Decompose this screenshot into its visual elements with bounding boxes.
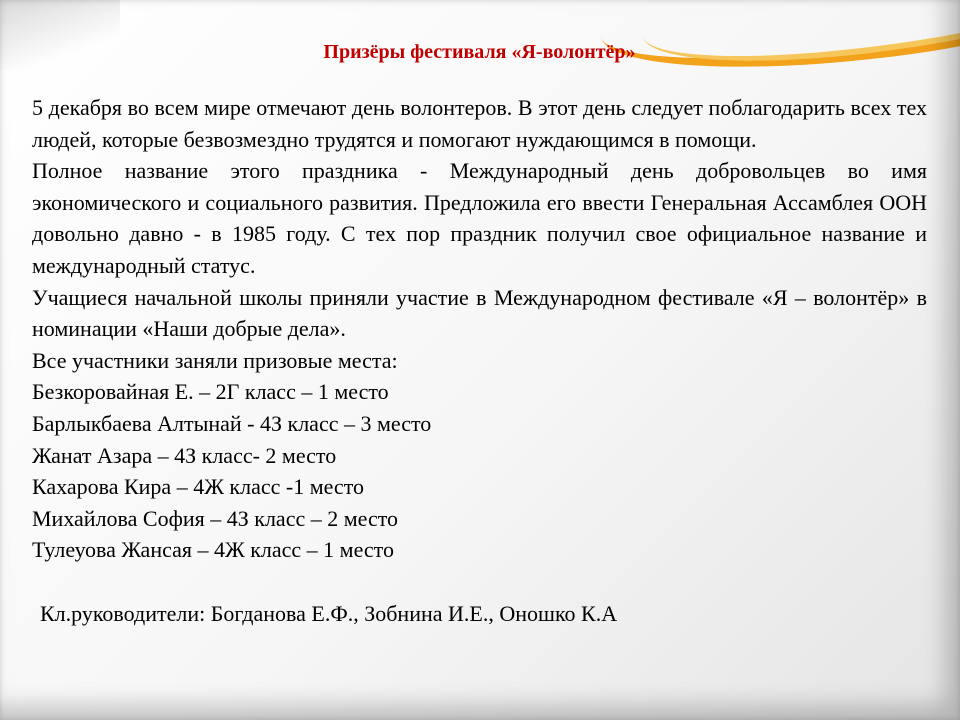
paragraph-holiday-name: Полное название этого праздника - Международный день добровольцев во имя экономического и социального развития. Предложила его ввести Генеральная Ассамблея ООН довольно давно - в 1985 году. С тех пор праздник получил свое официальное название и международный статус. <box>32 158 927 278</box>
winner-item: Тулеуова Жансая – 4Ж класс – 1 место <box>32 537 395 563</box>
winner-item: Жанат Азара – 4З класс- 2 место <box>32 442 337 468</box>
winner-item: Безкоровайная Е. – 2Г класс – 1 место <box>32 379 389 405</box>
winner-item: Михайлова София – 4З класс – 2 место <box>32 505 399 531</box>
participants-intro: Все участники заняли призовые места: <box>32 347 398 373</box>
paragraph-festival: Учащиеся начальной школы приняли участие в Международном фестивале «Я – волонтёр» в номинации «Наши добрые дела». <box>32 284 927 342</box>
winners-list <box>32 376 927 566</box>
slide-title: Призёры фестиваля «Я-волонтёр» <box>323 41 636 63</box>
class-teachers: Кл.руководители: Богданова Е.Ф., Зобнина И.Е., Оношко К.А <box>40 600 618 626</box>
paragraph-volunteer-day: 5 декабря во всем мире отмечают день волонтеров. В этот день следует поблагодарить всех тех людей, которые безвозмездно трудятся и помогают нуждающимся в помощи. <box>32 95 927 152</box>
winner-item: Кахарова Кира – 4Ж класс -1 место <box>32 474 365 500</box>
slide-content <box>32 38 927 630</box>
winner-item: Барлыкбаева Алтынай - 4З класс – 3 место <box>32 410 432 436</box>
